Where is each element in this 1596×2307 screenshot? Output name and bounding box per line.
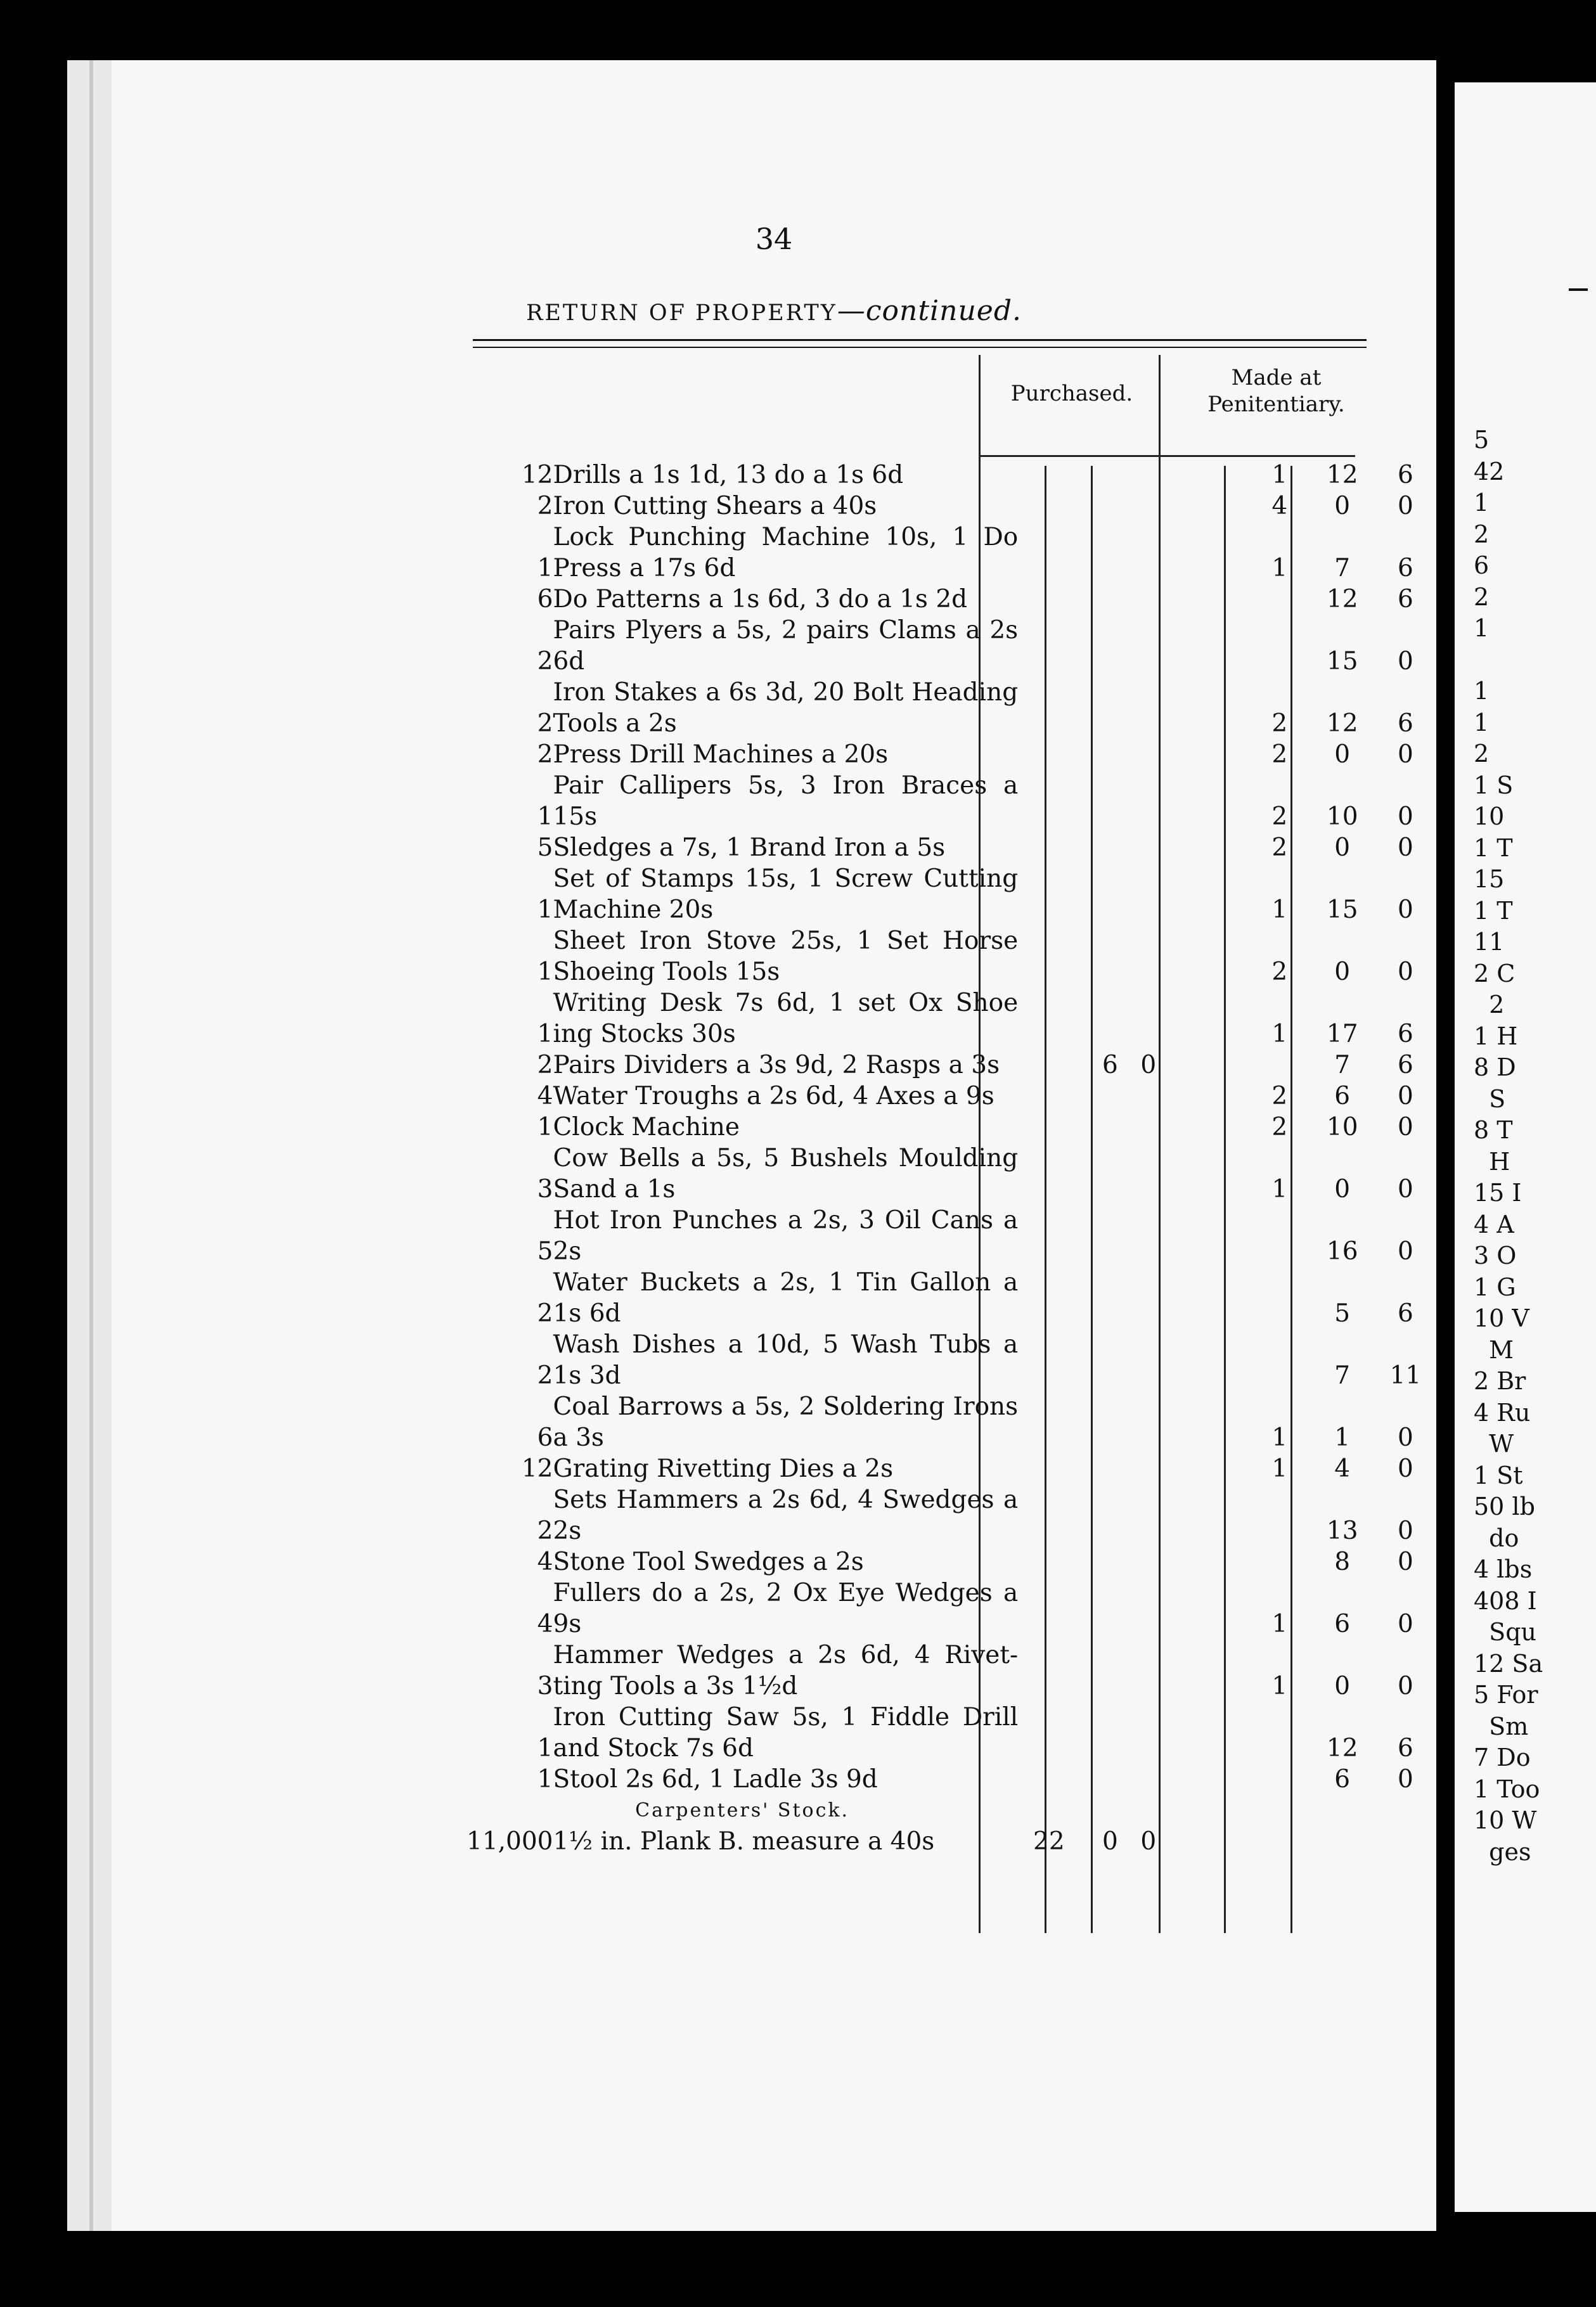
made-pounds: 1 [1271,1175,1288,1204]
purchased-pence [1140,739,1189,770]
purchased-shillings [1079,584,1140,615]
purchased-header-rule [979,455,1161,457]
made-pounds: 1 [1271,896,1288,924]
row-quantity: 6 [537,1423,553,1452]
purchased-pence [1140,1081,1189,1112]
row-quantity: 6 [537,585,553,614]
purchased-shillings [1079,615,1140,677]
table-row [467,1764,1436,1795]
purchased-shillings [1079,987,1140,1050]
table-row [467,1453,1436,1484]
made-shillings: 1 [1334,1423,1351,1452]
purchased-shillings [1079,1702,1140,1764]
purchased-shillings [1079,1546,1140,1578]
row-quantity: 2 [537,647,553,676]
purchased-pence [1140,987,1189,1050]
spacer [1189,863,1249,925]
table-row [467,1702,1436,1764]
row-description: Stone Tool Swedges a 2s [553,1548,864,1576]
purchased-pounds [1018,1702,1079,1764]
spacer [1189,1640,1249,1702]
made-pounds [1249,1764,1310,1795]
adjacent-page-rule [1569,288,1588,291]
made-pence: 0 [1397,1082,1413,1110]
table-row [467,1329,1436,1391]
made-pence: 0 [1397,1517,1413,1545]
made-pounds: 4 [1271,492,1288,520]
made-pounds [1249,1702,1310,1764]
purchased-shillings [1079,522,1140,584]
row-description: Fullers do a 2s, 2 Ox Eye Wedges a 9s [553,1579,1019,1638]
table-row [467,1050,1436,1081]
spacer [1189,522,1249,584]
made-pence: 6 [1397,1051,1413,1079]
purchased-pounds [1018,1391,1079,1453]
purchased-pounds [1018,1112,1079,1143]
spacer [1189,1453,1249,1484]
made-pounds: 1 [1271,1423,1288,1452]
made-shillings: 0 [1334,833,1351,862]
purchased-pounds [1018,925,1079,987]
spacer [1189,739,1249,770]
adjacent-page-fragments: 5 42 1 2 6 2 1 1 1 2 1 S 10 1 T 15 1 T 11 2 C 2 1 H 8 D S 8 T H 15 I 4 A 3 O 1 G 10 V M 2 Br 4 Ru W 1 St 50 lb do 4 lbs 408 I Squ 12 Sa 5 For Sm 7 Do 1 Too 10 W ges [1474,426,1543,1866]
made-pounds: 1 [1271,1610,1288,1638]
purchased-pence: 0 [1140,1051,1157,1079]
purchased-pounds [1018,1267,1079,1329]
row-description: Hammer Wedges a 2s 6d, 4 Rivet-ting Tools a 3s 1½d [553,1641,1019,1700]
made-pence: 0 [1397,1455,1413,1483]
purchased-pence [1140,1484,1189,1546]
purchased-shillings [1079,1112,1140,1143]
made-shillings: 7 [1334,1361,1351,1390]
property-table [467,459,1436,1857]
row-description: Wash Dishes a 10d, 5 Wash Tubs a 1s 3d [553,1330,1019,1390]
table-row [467,615,1436,677]
row-description: Pairs Dividers a 3s 9d, 2 Rasps a 3s [553,1051,1000,1079]
row-quantity: 2 [537,1051,553,1079]
row-description: Cow Bells a 5s, 5 Bushels Moulding Sand a 1s [553,1144,1019,1204]
row-quantity: 2 [537,709,553,738]
made-pence: 0 [1397,740,1413,769]
purchased-shillings [1079,1578,1140,1640]
table-row [467,1484,1436,1546]
purchased-pence [1140,1546,1189,1578]
row-quantity: 3 [537,1175,553,1204]
row-quantity: 1 [537,1020,553,1048]
purchased-pence [1140,1640,1189,1702]
page-number: 34 [755,222,793,256]
row-description: Iron Cutting Shears a 40s [553,492,877,520]
purchased-pence [1140,1702,1189,1764]
purchased-pence [1140,1267,1189,1329]
purchased-pence [1140,1578,1189,1640]
spacer [1189,1081,1249,1112]
purchased-shillings [1079,459,1140,491]
made-pence: 6 [1397,1020,1413,1048]
row-quantity: 3 [537,1672,553,1700]
row-description: Iron Stakes a 6s 3d, 20 Bolt Heading Tools a 2s [553,678,1019,738]
table-row [467,1826,1436,1857]
purchased-shillings [1079,491,1140,522]
row-quantity: 1 [537,896,553,924]
row-quantity: 1 [537,1113,553,1141]
row-quantity: 2 [537,1517,553,1545]
made-shillings: 15 [1326,647,1358,676]
made-shillings: 12 [1326,1734,1358,1763]
row-quantity: 11,000 [467,1827,553,1856]
purchased-pounds [1018,1484,1079,1546]
purchased-shillings [1079,1329,1140,1391]
made-shillings: 7 [1334,554,1351,582]
table-row [467,459,1436,491]
page-binding-line [89,60,93,2231]
purchased-pence [1140,1112,1189,1143]
row-description: Water Troughs a 2s 6d, 4 Axes a 9s [553,1082,994,1110]
made-pounds: 2 [1271,740,1288,769]
purchased-pounds [1018,863,1079,925]
table-row [467,1081,1436,1112]
made-shillings: 10 [1326,802,1358,831]
made-pounds: 1 [1271,461,1288,489]
made-pence: 0 [1397,1423,1413,1452]
made-pounds: 2 [1271,833,1288,862]
purchased-pence [1140,677,1189,739]
purchased-pounds [1018,832,1079,863]
made-shillings: 12 [1326,461,1358,489]
table-row [467,1640,1436,1702]
purchased-shillings [1079,863,1140,925]
purchased-pence [1140,459,1189,491]
made-pence: 0 [1397,1113,1413,1141]
made-pounds: 2 [1271,802,1288,831]
adjacent-page [1455,82,1596,2212]
made-header-line2: Penitentiary. [1207,392,1345,417]
running-title-text: RETURN OF PROPERTY [526,300,837,326]
made-pence: 0 [1397,896,1413,924]
row-description: Set of Stamps 15s, 1 Screw Cutting Machine 20s [553,864,1019,924]
purchased-shillings [1079,1640,1140,1702]
made-pounds: 2 [1271,709,1288,738]
purchased-pence [1140,584,1189,615]
section-heading: Carpenters' Stock. [635,1799,850,1822]
table-row [467,1391,1436,1453]
row-description: 1½ in. Plank B. measure a 40s [553,1827,935,1856]
purchased-pence [1140,1453,1189,1484]
row-description: Grating Rivetting Dies a 2s [553,1455,894,1483]
spacer [1189,677,1249,739]
row-quantity: 1 [537,958,553,986]
made-pounds: 1 [1271,554,1288,582]
row-description: Do Patterns a 1s 6d, 3 do a 1s 2d [553,585,968,614]
made-pounds [1249,1484,1310,1546]
row-description: Sets Hammers a 2s 6d, 4 Swedges a 2s [553,1486,1019,1545]
made-shillings: 12 [1326,709,1358,738]
row-description: Writing Desk 7s 6d, 1 set Ox Shoe ing Stocks 30s [553,989,1019,1048]
spacer [1189,1267,1249,1329]
spacer [1189,1143,1249,1205]
purchased-pounds [1018,1640,1079,1702]
purchased-pounds: 22 [1033,1827,1065,1856]
made-shillings: 10 [1326,1113,1358,1141]
purchased-shillings [1079,925,1140,987]
table-row [467,1578,1436,1640]
made-pence: 6 [1397,585,1413,614]
made-header-rule [1159,455,1355,457]
section-row [467,1795,1436,1826]
table-row [467,863,1436,925]
purchased-pounds [1018,770,1079,832]
row-description: Drills a 1s 1d, 13 do a 1s 6d [553,461,904,489]
purchased-pounds [1018,987,1079,1050]
purchased-pence: 0 [1140,1827,1157,1856]
made-pence: 0 [1397,1237,1413,1266]
purchased-pounds [1018,1453,1079,1484]
purchased-pence [1140,615,1189,677]
made-pounds [1249,1267,1310,1329]
row-quantity: 12 [521,461,553,489]
spacer [1189,832,1249,863]
row-description: Coal Barrows a 5s, 2 Soldering Irons a 3s [553,1392,1019,1452]
spacer [1189,584,1249,615]
made-pence: 0 [1397,647,1413,676]
made-pounds: 1 [1271,1672,1288,1700]
made-pounds: 1 [1271,1455,1288,1483]
made-shillings: 13 [1326,1517,1358,1545]
purchased-pounds [1018,1764,1079,1795]
purchased-pounds [1018,615,1079,677]
purchased-shillings [1079,1205,1140,1267]
row-description: Sledges a 7s, 1 Brand Iron a 5s [553,833,946,862]
purchased-pounds [1018,584,1079,615]
purchased-shillings [1079,1391,1140,1453]
made-pence: 6 [1397,709,1413,738]
made-header-line1: Made at [1231,365,1322,390]
row-quantity: 2 [537,1299,553,1328]
table-row [467,1143,1436,1205]
made-pence: 6 [1397,461,1413,489]
purchased-column-header: Purchased. [1010,381,1133,406]
purchased-shillings [1079,1453,1140,1484]
made-pounds [1249,1546,1310,1578]
row-description: Iron Cutting Saw 5s, 1 Fiddle Drill and Stock 7s 6d [553,1703,1019,1763]
purchased-shillings [1079,1484,1140,1546]
made-pounds: 2 [1271,958,1288,986]
purchased-shillings [1079,770,1140,832]
purchased-pounds [1018,491,1079,522]
purchased-pounds [1018,1050,1079,1081]
purchased-pounds [1018,1205,1079,1267]
made-pence: 0 [1397,958,1413,986]
spacer [1189,1578,1249,1640]
row-description: Sheet Iron Stove 25s, 1 Set Horse Shoeing Tools 15s [553,927,1019,986]
spacer [1189,491,1249,522]
carpenters-section [467,1795,1436,1857]
purchased-pence [1140,770,1189,832]
row-quantity: 2 [537,740,553,769]
made-pence: 6 [1397,1299,1413,1328]
table-row [467,925,1436,987]
table-row [467,677,1436,739]
table-row [467,987,1436,1050]
purchased-pounds [1018,739,1079,770]
purchased-shillings: 6 [1102,1051,1118,1079]
purchased-shillings [1079,1143,1140,1205]
made-shillings: 0 [1334,492,1351,520]
purchased-pounds [1018,1143,1079,1205]
spacer [1189,615,1249,677]
purchased-pence [1140,491,1189,522]
made-shillings: 0 [1334,740,1351,769]
purchased-pence [1140,832,1189,863]
purchased-pence [1140,522,1189,584]
purchased-pounds [1018,1081,1079,1112]
spacer [1189,1329,1249,1391]
made-pence: 0 [1397,1765,1413,1794]
running-title [112,295,1436,327]
row-quantity: 12 [521,1455,553,1483]
purchased-shillings [1079,1764,1140,1795]
spacer [1189,1484,1249,1546]
made-pence: 11 [1389,1361,1422,1390]
table-row [467,770,1436,832]
made-pounds [1249,1205,1310,1267]
row-description: Pairs Plyers a 5s, 2 pairs Clams a 2s 6d [553,616,1019,676]
made-shillings: 6 [1334,1610,1351,1638]
spacer [1189,987,1249,1050]
made-pence: 6 [1397,1734,1413,1763]
made-pounds [1249,615,1310,677]
made-pence: 0 [1397,1610,1413,1638]
purchased-pounds [1018,677,1079,739]
made-shillings: 12 [1326,585,1358,614]
purchased-pence [1140,863,1189,925]
made-pence: 6 [1397,554,1413,582]
made-shillings: 0 [1334,958,1351,986]
table-row [467,1205,1436,1267]
document-page [108,60,1436,2231]
row-quantity: 4 [537,1082,553,1110]
purchased-pence [1140,925,1189,987]
row-quantity: 1 [537,802,553,831]
purchased-shillings [1079,832,1140,863]
property-rows [467,459,1436,1795]
made-pence: 0 [1397,1672,1413,1700]
made-shillings: 6 [1334,1765,1351,1794]
row-description: Water Buckets a 2s, 1 Tin Gallon a 1s 6d [553,1268,1019,1328]
made-pounds [1249,1050,1310,1081]
purchased-shillings [1079,677,1140,739]
row-quantity: 1 [537,554,553,582]
spacer [1189,1546,1249,1578]
header-rule-thin [473,347,1367,348]
purchased-shillings [1079,1081,1140,1112]
made-pence: 0 [1397,492,1413,520]
made-pence: 0 [1397,1175,1413,1204]
made-pence: 0 [1397,1548,1413,1576]
row-description: Hot Iron Punches a 2s, 3 Oil Cans a 2s [553,1206,1019,1266]
made-pence: 0 [1397,802,1413,831]
purchased-pence [1140,1391,1189,1453]
running-title-continued: —continued. [837,295,1022,327]
made-shillings: 5 [1334,1299,1351,1328]
table-row [467,1546,1436,1578]
made-shillings: 15 [1326,896,1358,924]
table-row [467,1267,1436,1329]
row-quantity: 1 [537,1765,553,1794]
made-pounds: 2 [1271,1082,1288,1110]
purchased-pence [1140,1205,1189,1267]
purchased-pence [1140,1329,1189,1391]
table-row [467,522,1436,584]
row-quantity: 5 [537,1237,553,1266]
purchased-shillings [1079,739,1140,770]
row-description: Lock Punching Machine 10s, 1 Do Press a 17s 6d [553,523,1019,582]
spacer [1189,1764,1249,1795]
made-shillings: 16 [1326,1237,1358,1266]
header-rule-thick [473,339,1367,341]
table-row [467,491,1436,522]
made-pounds: 1 [1271,1020,1288,1048]
made-shillings: 0 [1334,1672,1351,1700]
made-pence: 0 [1397,833,1413,862]
table-row [467,584,1436,615]
purchased-pounds [1018,522,1079,584]
spacer [1189,1702,1249,1764]
made-shillings: 4 [1334,1455,1351,1483]
purchased-pounds [1018,459,1079,491]
row-quantity: 4 [537,1548,553,1576]
table-row [467,739,1436,770]
row-description: Pair Callipers 5s, 3 Iron Braces a 15s [553,771,1019,831]
row-description: Press Drill Machines a 20s [553,740,889,769]
made-pounds [1249,584,1310,615]
row-quantity: 5 [537,833,553,862]
spacer [1189,1205,1249,1267]
purchased-shillings: 0 [1102,1827,1118,1856]
row-description: Stool 2s 6d, 1 Ladle 3s 9d [553,1765,878,1794]
row-description: Clock Machine [553,1113,740,1141]
purchased-pounds [1018,1546,1079,1578]
spacer [1189,1112,1249,1143]
spacer [1189,459,1249,491]
made-shillings: 0 [1334,1175,1351,1204]
purchased-shillings [1079,1267,1140,1329]
made-shillings: 7 [1334,1051,1351,1079]
made-shillings: 8 [1334,1548,1351,1576]
table-row [467,832,1436,863]
made-pounds [1249,1329,1310,1391]
purchased-pounds [1018,1329,1079,1391]
row-quantity: 4 [537,1610,553,1638]
spacer [1189,925,1249,987]
row-quantity: 2 [537,492,553,520]
made-shillings: 17 [1326,1020,1358,1048]
purchased-pence [1140,1764,1189,1795]
row-quantity: 2 [537,1361,553,1390]
made-column-header [1180,364,1373,418]
made-pounds: 2 [1271,1113,1288,1141]
purchased-pounds [1018,1578,1079,1640]
spacer [1189,1050,1249,1081]
spacer [1189,1391,1249,1453]
row-quantity: 1 [537,1734,553,1763]
spacer [1189,770,1249,832]
purchased-pence [1140,1143,1189,1205]
made-shillings: 6 [1334,1082,1351,1110]
table-row [467,1112,1436,1143]
